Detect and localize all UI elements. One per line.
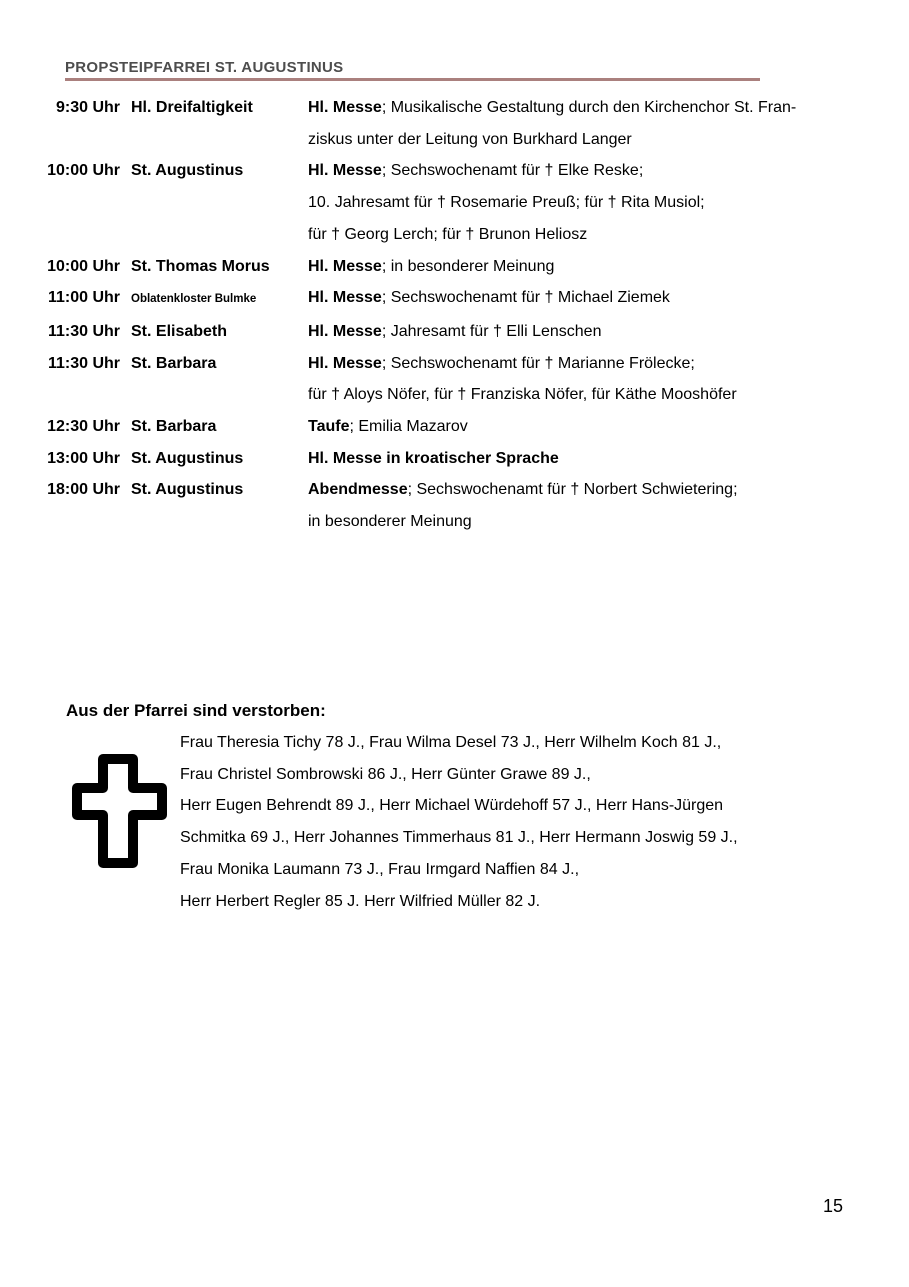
schedule-row [30, 411, 882, 443]
description-cell [308, 474, 882, 537]
latin-cross-shape [77, 759, 162, 863]
description-segment: Hl. Messe [308, 354, 382, 372]
description-segment: ; Sechswochenamt für † Elke Reske; [381, 162, 644, 180]
description-segment: ; Jahresamt für † Elli Lenschen [381, 322, 602, 340]
description-segment: Hl. Messe in kroatischer Sprache [308, 449, 559, 467]
description-line [308, 124, 882, 156]
description-segment: ; Sechswochenamt für † Marianne Frölecke; [381, 354, 695, 372]
description-line [308, 219, 882, 251]
time-cell: 10:00 Uhr [47, 162, 120, 180]
description-segment: Hl. Messe [308, 322, 382, 340]
mass-schedule-table [30, 92, 882, 538]
location-cell: St. Barbara [131, 354, 217, 372]
description-line [308, 411, 882, 443]
description-line [308, 348, 882, 380]
location-cell: St. Elisabeth [131, 322, 228, 340]
parish-header-title: PROPSTEIPFARREI ST. AUGUSTINUS [65, 59, 344, 76]
description-segment: ; in besonderer Meinung [381, 257, 555, 275]
description-cell [308, 282, 882, 314]
schedule-row [30, 282, 882, 316]
time-cell: 11:30 Uhr [47, 322, 120, 340]
description-cell [308, 155, 882, 250]
location-cell: St. Thomas Morus [131, 257, 270, 275]
description-segment: für † Georg Lerch; für † Brunon Heliosz [308, 225, 588, 243]
schedule-row [30, 348, 882, 411]
description-line [308, 379, 882, 411]
location-cell: St. Augustinus [131, 481, 244, 499]
time-cell: 18:00 Uhr [47, 481, 120, 499]
description-cell [308, 251, 882, 283]
deceased-line: Herr Eugen Behrendt 89 J., Herr Michael Würdehoff 57 J., Herr Hans-Jürgen [180, 797, 724, 815]
description-cell [308, 443, 882, 475]
description-cell [308, 411, 882, 443]
description-segment: 10. Jahresamt für † Rosemarie Preuß; für † Rita Musiol; [308, 194, 705, 212]
description-segment: ziskus unter der Leitung von Burkhard Langer [308, 130, 632, 148]
deceased-line: Frau Monika Laumann 73 J., Frau Irmgard Naffien 84 J., [180, 860, 580, 878]
description-segment: ; Emilia Mazarov [349, 418, 468, 436]
description-line [308, 155, 882, 187]
description-line [308, 474, 882, 506]
time-cell: 10:00 Uhr [47, 257, 120, 275]
time-cell: 11:00 Uhr [47, 289, 120, 307]
description-segment: Abendmesse [308, 481, 408, 499]
description-segment: Hl. Messe [308, 257, 382, 275]
description-segment: Hl. Messe [308, 99, 382, 116]
deceased-line: Frau Christel Sombrowski 86 J., Herr Günter Grawe 89 J., [180, 765, 591, 783]
deceased-line: Herr Herbert Regler 85 J. Herr Wilfried Müller 82 J. [180, 892, 541, 910]
location-cell: St. Barbara [131, 418, 217, 436]
description-line [308, 282, 882, 314]
description-segment: ; Musikalische Gestaltung durch den Kirchenchor St. Fran- [381, 99, 797, 116]
schedule-row [30, 474, 882, 537]
latin-cross-icon [72, 754, 167, 868]
time-cell: 9:30 Uhr [55, 99, 120, 116]
location-cell: Hl. Dreifaltigkeit [131, 99, 253, 116]
deceased-line: Schmitka 69 J., Herr Johannes Timmerhaus 81 J., Herr Hermann Joswig 59 J., [180, 829, 738, 847]
schedule-row [30, 443, 882, 475]
description-segment: Hl. Messe [308, 289, 382, 307]
time-cell: 13:00 Uhr [47, 449, 120, 467]
schedule-row [30, 92, 882, 155]
description-line [308, 443, 882, 475]
time-cell: 12:30 Uhr [47, 418, 120, 436]
header-underline [65, 78, 760, 81]
time-cell: 11:30 Uhr [47, 354, 120, 372]
description-line [308, 251, 882, 283]
schedule-row [30, 316, 882, 348]
page-number: 15 [822, 1196, 843, 1216]
location-cell: Oblatenkloster Bulmke [131, 293, 257, 306]
description-segment: für † Aloys Nöfer, für † Franziska Nöfer, für Käthe Mooshöfer [308, 386, 737, 404]
description-line [308, 506, 882, 538]
deceased-line: Frau Theresia Tichy 78 J., Frau Wilma Desel 73 J., Herr Wilhelm Koch 81 J., [180, 734, 722, 751]
description-cell [308, 348, 882, 411]
location-cell: St. Augustinus [131, 162, 244, 180]
description-segment: Taufe [308, 418, 350, 436]
deceased-list [180, 727, 860, 917]
description-cell [308, 316, 882, 348]
description-segment: in besonderer Meinung [308, 513, 472, 531]
deceased-heading: Aus der Pfarrei sind verstorben: [66, 701, 326, 720]
schedule-row [30, 155, 882, 250]
description-line [308, 187, 882, 219]
schedule-row [30, 251, 882, 283]
description-cell [308, 92, 882, 155]
description-line [308, 92, 882, 124]
location-cell: St. Augustinus [131, 449, 244, 467]
description-line [308, 316, 882, 348]
description-segment: ; Sechswochenamt für † Michael Ziemek [381, 289, 670, 307]
description-segment: Hl. Messe [308, 162, 382, 180]
description-segment: ; Sechswochenamt für † Norbert Schwietering; [407, 481, 738, 499]
